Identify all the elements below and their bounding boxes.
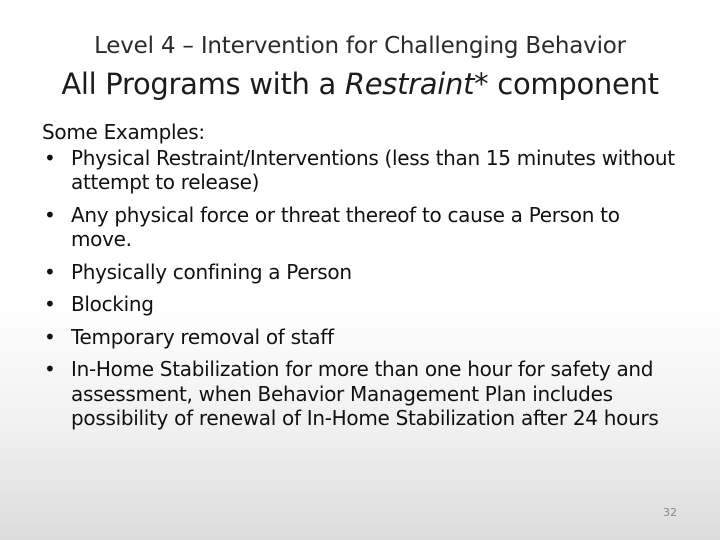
bullet-icon: • [44,357,56,381]
intro-text: Some Examples: [42,120,205,144]
title-line-1: Level 4 – Intervention for Challenging Behavior [94,33,626,59]
bullet-text: Any physical force or threat thereof to cause a Person to move. [71,202,620,251]
bullet-text: Physically confining a Person [71,259,352,284]
slide-body [42,120,682,439]
bullet-icon: • [44,202,56,227]
bullet-item [42,146,682,195]
bullet-item [42,292,682,317]
bullet-icon: • [44,259,56,284]
bullet-text: Blocking [71,292,154,316]
bullet-text: Physical Restraint/Interventions (less than 15 minutes without attempt to release) [71,145,675,194]
title-line-2-prefix: All Programs with a [61,67,345,101]
page-number: 32 [663,506,677,519]
title-emphasis: Restraint* [344,67,489,101]
bullet-text: Temporary removal of staff [71,324,334,349]
bullet-icon: • [44,292,56,316]
bullet-item [42,203,682,252]
title-line-2-suffix: component [488,67,659,101]
bullet-icon: • [44,324,56,349]
bullet-item [42,325,682,350]
bullet-item [42,357,682,431]
title-line-2 [0,64,720,104]
bullet-text: In-Home Stabilization for more than one hour for safety and assessment, when Behavior Management Plan includes possibility of renewal of In-Home Stabilization after 24 hours [71,357,659,430]
bullet-icon: • [44,145,56,170]
bullet-list [42,146,682,431]
slide-title [0,30,720,104]
bullet-item [42,260,682,285]
